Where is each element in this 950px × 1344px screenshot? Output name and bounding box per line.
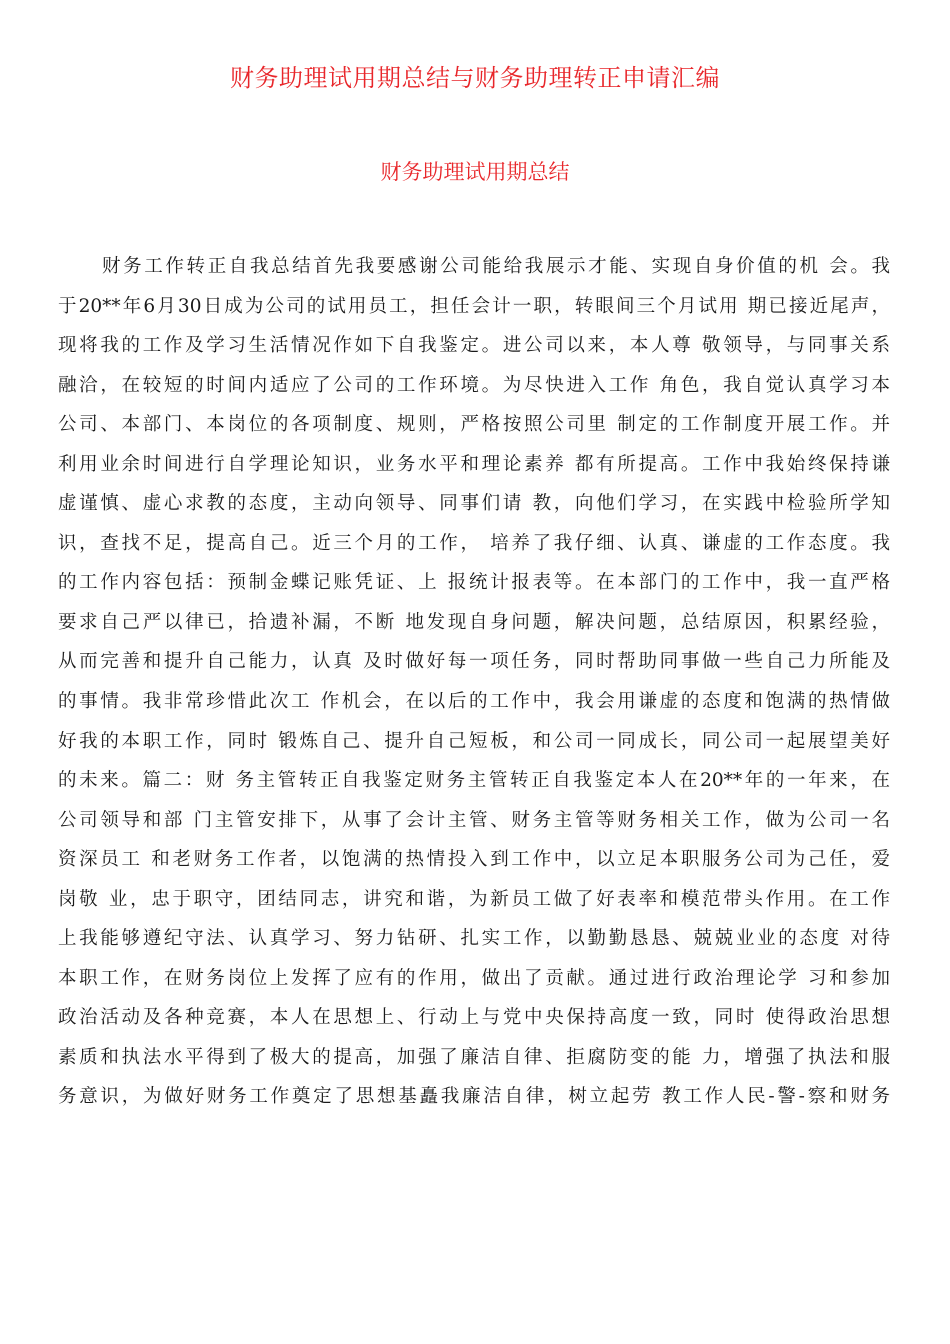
body-line: 资深员工 和老财务工作者，以饱满的热情投入到工作中，以立足本职服务公司为己任，爱 [58, 849, 890, 871]
body-line: 财务工作转正自我总结首先我要感谢公司能给我展示才能、实现自身价值的机 会。我 [102, 256, 890, 277]
body-line: 现将我的工作及学习生活情况作如下自我鉴定。进公司以来，本人尊 敬领导，与同事关系 [58, 335, 890, 357]
body-line: 的事情。我非常珍惜此次工 作机会，在以后的工作中，我会用谦虚的态度和饱满的热情做 [58, 691, 890, 713]
section-title: 财务助理试用期总结 [380, 160, 570, 184]
body-line: 的未来。篇二：财 务主管转正自我鉴定财务主管转正自我鉴定本人在20**年的一年来，在 [58, 770, 890, 792]
body-line: 利用业余时间进行自学理论知识，业务水平和理论素养 都有所提高。工作中我始终保持谦 [58, 453, 890, 475]
body-line: 的工作内容包括：预制金蝶记账凭证、上 报统计报表等。在本部门的工作中，我一直严格 [58, 572, 890, 594]
body-line: 从而完善和提升自己能力，认真 及时做好每一项任务，同时帮助同事做一些自己力所能及 [58, 651, 890, 673]
body-line: 好我的本职工作，同时 锻炼自己、提升自己短板，和公司一同成长，同公司一起展望美好 [58, 730, 890, 752]
body-line: 上我能够遵纪守法、认真学习、努力钻研、扎实工作，以勤勤恳恳、兢兢业业的态度 对待 [58, 928, 890, 950]
body-line: 公司、本部门、本岗位的各项制度、规则，严格按照公司里 制定的工作制度开展工作。并 [58, 414, 890, 436]
body-line: 务意识，为做好财务工作奠定了思想基矗我廉洁自律，树立起劳 教工作人民-警-察和财务 [58, 1086, 890, 1108]
body-line: 本职工作，在财务岗位上发挥了应有的作用，做出了贡献。通过进行政治理论学 习和参加 [58, 967, 890, 989]
body-line: 岗敬 业，忠于职守，团结同志，讲究和谐，为新员工做了好表率和模范带头作用。在工作 [58, 888, 890, 910]
body-line: 要求自己严以律已，拾遗补漏，不断 地发现自身问题，解决问题，总结原因，积累经验， [58, 611, 890, 633]
body-line: 融洽，在较短的时间内适应了公司的工作环境。为尽快进入工作 角色，我自觉认真学习本 [58, 374, 890, 396]
body-line: 识，查找不足，提高自己。近三个月的工作， 培养了我仔细、认真、谦虚的工作态度。我 [58, 532, 890, 554]
body-paragraph [58, 247, 890, 1117]
body-line: 于20**年6月30日成为公司的试用员工，担任会计一职，转眼间三个月试用 期已接近尾声， [58, 295, 890, 317]
body-line: 素质和执法水平得到了极大的提高，加强了廉洁自律、拒腐防变的能 力，增强了执法和服 [58, 1046, 890, 1068]
body-line: 政治活动及各种竞赛，本人在思想上、行动上与党中央保持高度一致，同时 使得政治思想 [58, 1007, 890, 1029]
document-title: 财务助理试用期总结与财务助理转正申请汇编 [230, 64, 720, 92]
body-line: 虚谨慎、虚心求教的态度，主动向领导、同事们请 教，向他们学习，在实践中检验所学知 [58, 493, 890, 515]
body-line: 公司领导和部 门主管安排下，从事了会计主管、财务主管等财务相关工作，做为公司一名 [58, 809, 890, 831]
